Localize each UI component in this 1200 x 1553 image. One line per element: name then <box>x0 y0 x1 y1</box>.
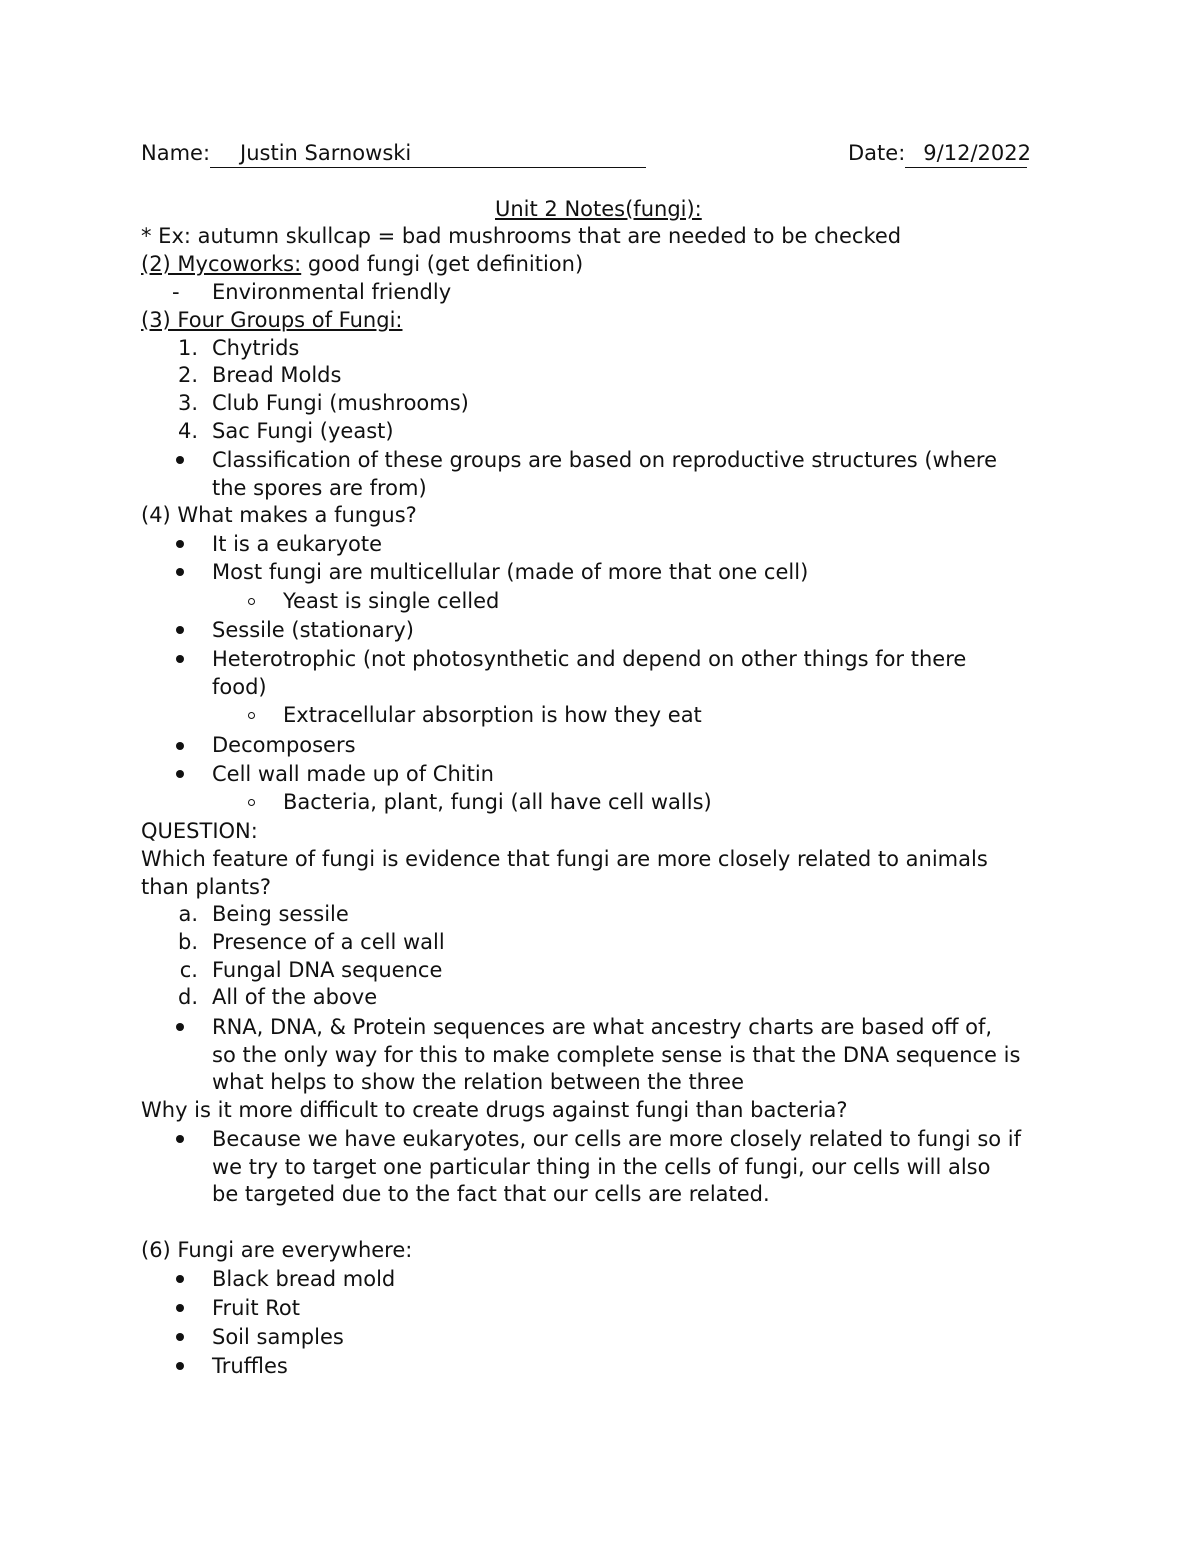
list-item: Fruit Rot <box>212 1296 300 1320</box>
bullet-icon <box>176 1023 184 1031</box>
option-letter: a. <box>178 902 198 926</box>
everywhere-heading: (6) Fungi are everywhere: <box>141 1238 413 1262</box>
list-item: Sessile (stationary) <box>212 618 414 642</box>
environmental-item: Environmental friendly <box>212 280 452 304</box>
list-number: 3. <box>177 391 198 415</box>
list-number: 1. <box>177 336 198 360</box>
sub-list-item: Yeast is single celled <box>283 589 500 613</box>
answer-line-3: what helps to show the relation between the three <box>212 1070 744 1094</box>
bullet-icon <box>176 742 184 750</box>
sub-list-item: Extracellular absorption is how they eat <box>283 703 702 727</box>
option-item-highlighted: Fungal DNA sequence <box>212 958 443 982</box>
list-item: Sac Fungi (yeast) <box>212 419 394 443</box>
groups-heading: (3) Four Groups of Fungi: <box>141 308 403 332</box>
list-item: Chytrids <box>212 336 300 360</box>
option-letter: b. <box>177 930 198 954</box>
question-label: QUESTION: <box>141 819 258 843</box>
drugs-answer-line-3: be targeted due to the fact that our cells are related. <box>212 1182 770 1206</box>
drugs-question: Why is it more difficult to create drugs against fungi than bacteria? <box>141 1098 848 1122</box>
bullet-icon <box>176 540 184 548</box>
bullet-icon <box>176 456 184 464</box>
bullet-icon <box>176 1362 184 1370</box>
date-line <box>848 139 1031 168</box>
option-item: Presence of a cell wall <box>212 930 445 954</box>
name-value: Justin Sarnowski <box>210 139 646 168</box>
list-item: Heterotrophic (not photosynthetic and depend on other things for there <box>212 647 967 671</box>
circle-bullet-icon <box>248 712 255 719</box>
list-item: Decomposers <box>212 733 356 757</box>
bullet-icon <box>176 626 184 634</box>
question-line-1: Which feature of fungi is evidence that fungi are more closely related to animals <box>141 847 988 871</box>
date-label: Date: <box>848 141 906 165</box>
list-number: 4. <box>177 419 198 443</box>
list-item: Truffles <box>212 1354 288 1378</box>
classification-line-1: Classification of these groups are based on reproductive structures (where <box>212 448 998 472</box>
mycoworks-line <box>141 250 583 278</box>
sub-list-item: Bacteria, plant, fungi (all have cell walls) <box>283 790 712 814</box>
drugs-answer-line-1: Because we have eukaryotes, our cells are more closely related to fungi so if <box>212 1127 1022 1151</box>
list-number: 2. <box>177 363 198 387</box>
bullet-icon <box>176 770 184 778</box>
list-item: Cell wall made up of Chitin <box>212 762 494 786</box>
option-item: Being sessile <box>212 902 349 926</box>
mycoworks-heading: (2) Mycoworks: <box>141 252 302 276</box>
date-value: 9/12/2022 <box>905 139 1027 168</box>
question-line-2: than plants? <box>141 875 272 899</box>
option-item: All of the above <box>212 985 378 1009</box>
name-line <box>141 139 646 168</box>
option-letter: d. <box>177 985 198 1009</box>
answer-line-2: so the only way for this to make complete sense is that the DNA sequence is <box>212 1043 1021 1067</box>
list-item: Soil samples <box>212 1325 344 1349</box>
list-item: Club Fungi (mushrooms) <box>212 391 469 415</box>
bullet-icon <box>176 1135 184 1143</box>
fungus-heading: (4) What makes a fungus? <box>141 503 417 527</box>
list-item: Black bread mold <box>212 1267 396 1291</box>
list-item: Bread Molds <box>212 363 342 387</box>
drugs-answer-line-2: we try to target one particular thing in the cells of fungi, our cells will also <box>212 1155 991 1179</box>
mycoworks-text: good fungi (get definition) <box>301 252 584 276</box>
dash-marker: - <box>172 280 180 304</box>
bullet-icon <box>176 1304 184 1312</box>
list-item: It is a eukaryote <box>212 532 383 556</box>
example-line: * Ex: autumn skullcap = bad mushrooms that are needed to be checked <box>141 224 902 248</box>
bullet-icon <box>176 1333 184 1341</box>
bullet-icon <box>176 655 184 663</box>
list-item-continued: food) <box>212 675 267 699</box>
name-label: Name: <box>141 141 211 165</box>
answer-line-1: RNA, DNA, & Protein sequences are what ancestry charts are based off of, <box>212 1015 993 1039</box>
bullet-icon <box>176 568 184 576</box>
page-title: Unit 2 Notes(fungi): <box>495 197 702 221</box>
option-letter: c. <box>179 958 198 982</box>
circle-bullet-icon <box>248 598 255 605</box>
classification-line-2: the spores are from) <box>212 476 427 500</box>
list-item: Most fungi are multicellular (made of more that one cell) <box>212 560 809 584</box>
circle-bullet-icon <box>248 799 255 806</box>
bullet-icon <box>176 1275 184 1283</box>
